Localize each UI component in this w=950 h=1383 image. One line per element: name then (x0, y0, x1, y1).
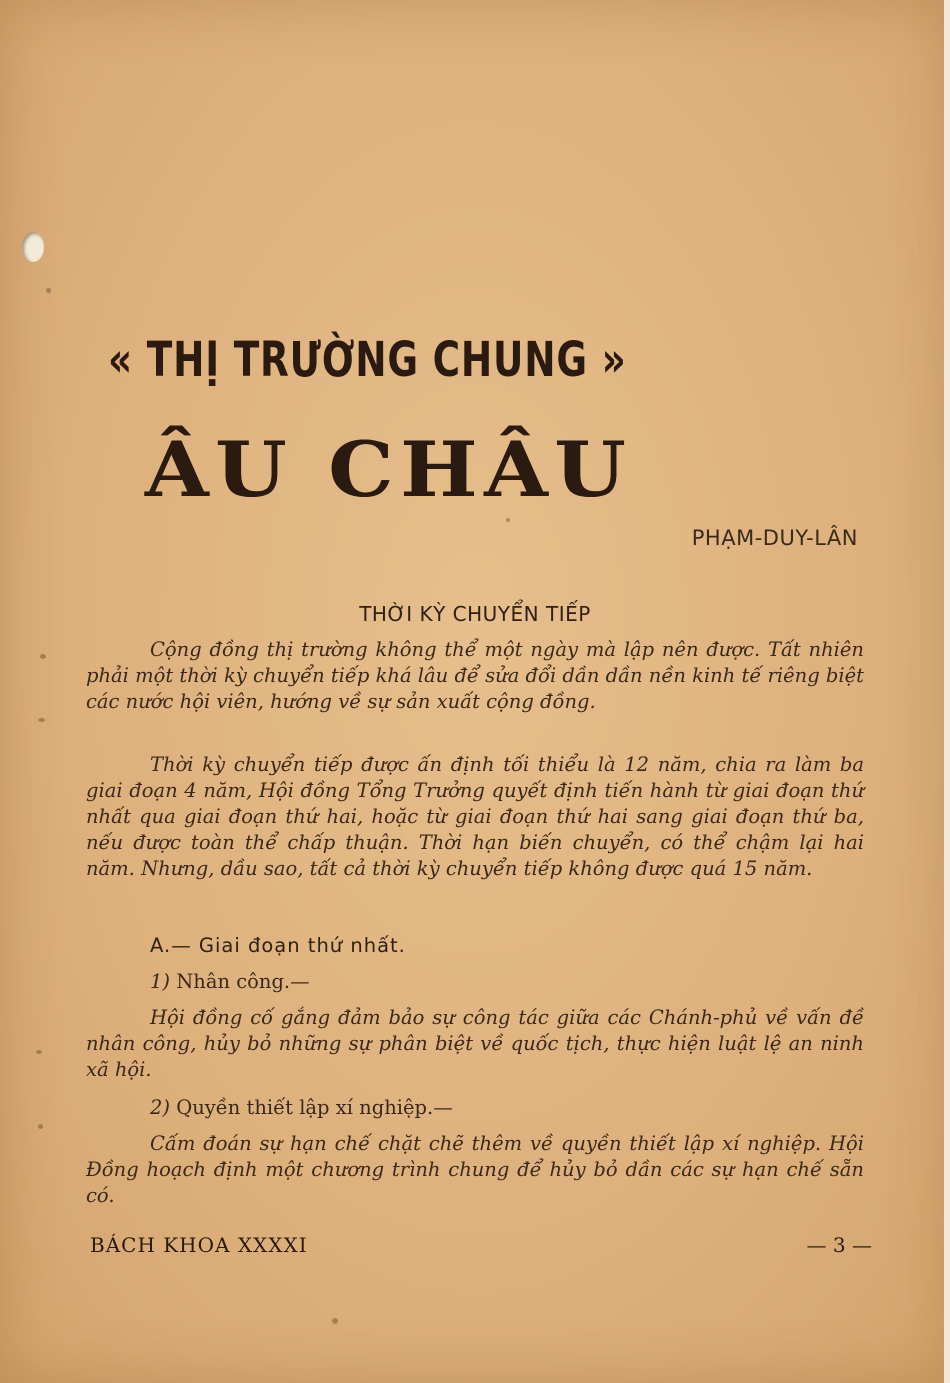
article-title-line1: « THỊ TRƯỜNG CHUNG » (108, 332, 627, 388)
item-paragraph: Hội đồng cố gắng đảm bảo sự công tác giữa các Chánh-phủ về vấn đề nhân công, hủy bỏ những sự phân biệt về quốc tịch, thực hiện luật lệ an ninh xã hội. (86, 1006, 864, 1081)
paragraph: Cộng đồng thị trường không thể một ngày mà lập nên được. Tất nhiên phải một thời kỳ chuyển tiếp khá lâu để sửa đổi dần dần nền kinh tế riêng biệt các nước hội viên, hướng về sự sản xuất cộng đồng. (86, 638, 864, 713)
item-heading (150, 970, 310, 993)
item-number: 2) (150, 1096, 171, 1119)
paper-speck (38, 1124, 43, 1129)
paper-speck (332, 1318, 338, 1324)
binding-hole (22, 232, 44, 262)
item-heading (150, 1096, 453, 1119)
section-heading: THỜI KỲ CHUYỂN TIẾP (359, 602, 591, 626)
subsection-heading: A.— Giai đoạn thứ nhất. (150, 934, 406, 957)
article-title-line2: ÂU CHÂU (145, 425, 633, 514)
paper-speck (36, 1050, 42, 1054)
item-paragraph: Cấm đoán sự hạn chế chặt chẽ thêm về quyền thiết lập xí nghiệp. Hội Đồng hoạch định một chương trình chung để hủy bỏ dần các sự hạn chế sẵn có. (86, 1132, 864, 1207)
item-title: Quyền thiết lập xí nghiệp.— (176, 1096, 453, 1119)
paper-speck (40, 654, 46, 659)
item-title: Nhân công.— (176, 970, 310, 993)
publication-name: BÁCH KHOA XXXXI (90, 1233, 308, 1257)
author-name: PHẠM-DUY-LÂN (691, 526, 858, 550)
page-number: — 3 — (806, 1233, 872, 1257)
paper-speck (38, 718, 45, 722)
paper-speck (46, 288, 51, 293)
paper-speck (506, 518, 510, 522)
paragraph: Thời kỳ chuyển tiếp được ấn định tối thiểu là 12 năm, chia ra làm ba giai đoạn 4 năm, Hội đồng Tổng Trưởng quyết định tiến hành từ giai đoạn thứ nhất qua giai đoạn thứ hai, hoặc từ giai đoạn thứ hai sang giai đoạn thứ ba, nếu được toàn thể chấp thuận. Thời hạn biến chuyển, có thể chậm lại hai năm. Nhưng, dầu sao, tất cả thời kỳ chuyển tiếp không được quá 15 năm. (86, 753, 864, 880)
item-number: 1) (150, 970, 171, 993)
page-edge (944, 0, 950, 1383)
